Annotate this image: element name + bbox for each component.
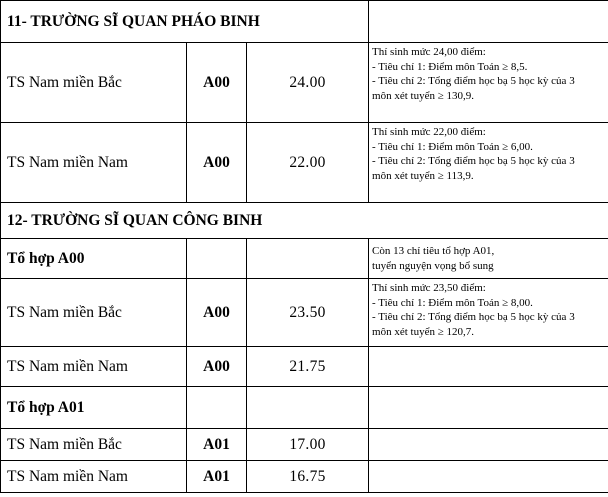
empty-cell (369, 1, 608, 43)
empty-cell (247, 387, 369, 429)
subject-combination-code: A01 (187, 429, 247, 461)
note-line: môn xét tuyển ≥ 120,7. (372, 325, 475, 338)
note-line: - Tiêu chí 1: Điểm môn Toán ≥ 6,00. (372, 140, 533, 153)
group-header-row (1, 239, 608, 279)
table-row (1, 123, 608, 203)
empty-cell (369, 429, 608, 461)
note-line: Thí sinh mức 23,50 điểm: (372, 282, 486, 294)
note-line: - Tiêu chí 2: Tổng điểm học bạ 5 học kỳ của 3 (372, 75, 575, 87)
cutoff-score: 17.00 (247, 429, 369, 461)
note-line: - Tiêu chí 1: Điểm môn Toán ≥ 8,5. (372, 60, 528, 73)
table-row (1, 461, 608, 493)
empty-cell (369, 387, 608, 429)
school-title-phao-binh: 11- TRƯỜNG SĨ QUAN PHÁO BINH (1, 1, 369, 43)
subject-combination-code: A01 (187, 461, 247, 493)
candidate-group-name: TS Nam miền Bắc (1, 43, 187, 123)
empty-cell (187, 387, 247, 429)
combination-group-label: Tổ hợp A00 (1, 239, 187, 279)
note-cell (369, 123, 608, 203)
section-header-row (1, 1, 608, 43)
cutoff-score: 23.50 (247, 279, 369, 347)
note-cell (369, 43, 608, 123)
note-line: môn xét tuyển ≥ 130,9. (372, 89, 475, 102)
note-line: tuyển nguyện vọng bổ sung (372, 259, 494, 272)
subject-combination-code: A00 (187, 43, 247, 123)
note-line: - Tiêu chí 1: Điểm môn Toán ≥ 8,00. (372, 296, 533, 309)
note-cell (369, 279, 608, 347)
combination-group-label: Tổ hợp A01 (1, 387, 187, 429)
cutoff-score: 21.75 (247, 347, 369, 387)
candidate-group-name: TS Nam miền Bắc (1, 279, 187, 347)
subject-combination-code: A00 (187, 347, 247, 387)
subject-combination-code: A00 (187, 279, 247, 347)
school-title-cong-binh: 12- TRƯỜNG SĨ QUAN CÔNG BINH (1, 203, 608, 239)
candidate-group-name: TS Nam miền Nam (1, 461, 187, 493)
note-line: môn xét tuyển ≥ 113,9. (372, 169, 474, 182)
table-row (1, 43, 608, 123)
note-line: - Tiêu chí 2: Tổng điểm học bạ 5 học kỳ của 3 (372, 155, 575, 167)
subject-combination-code: A00 (187, 123, 247, 203)
table-row (1, 429, 608, 461)
empty-cell (247, 239, 369, 279)
cutoff-score: 24.00 (247, 43, 369, 123)
note-line: - Tiêu chí 2: Tổng điểm học bạ 5 học kỳ của 3 (372, 311, 575, 323)
empty-cell (187, 239, 247, 279)
note-line: Thí sinh mức 24,00 điểm: (372, 46, 486, 58)
candidate-group-name: TS Nam miền Nam (1, 347, 187, 387)
note-cell (369, 239, 608, 279)
empty-cell (369, 347, 608, 387)
empty-cell (369, 461, 608, 493)
candidate-group-name: TS Nam miền Nam (1, 123, 187, 203)
cutoff-score: 16.75 (247, 461, 369, 493)
note-line: Còn 13 chỉ tiêu tổ hợp A01, (372, 245, 495, 257)
cutoff-score: 22.00 (247, 123, 369, 203)
table-row (1, 279, 608, 347)
note-line: Thí sinh mức 22,00 điểm: (372, 126, 486, 138)
table-row (1, 347, 608, 387)
candidate-group-name: TS Nam miền Bắc (1, 429, 187, 461)
section-header-row (1, 203, 608, 239)
group-header-row (1, 387, 608, 429)
